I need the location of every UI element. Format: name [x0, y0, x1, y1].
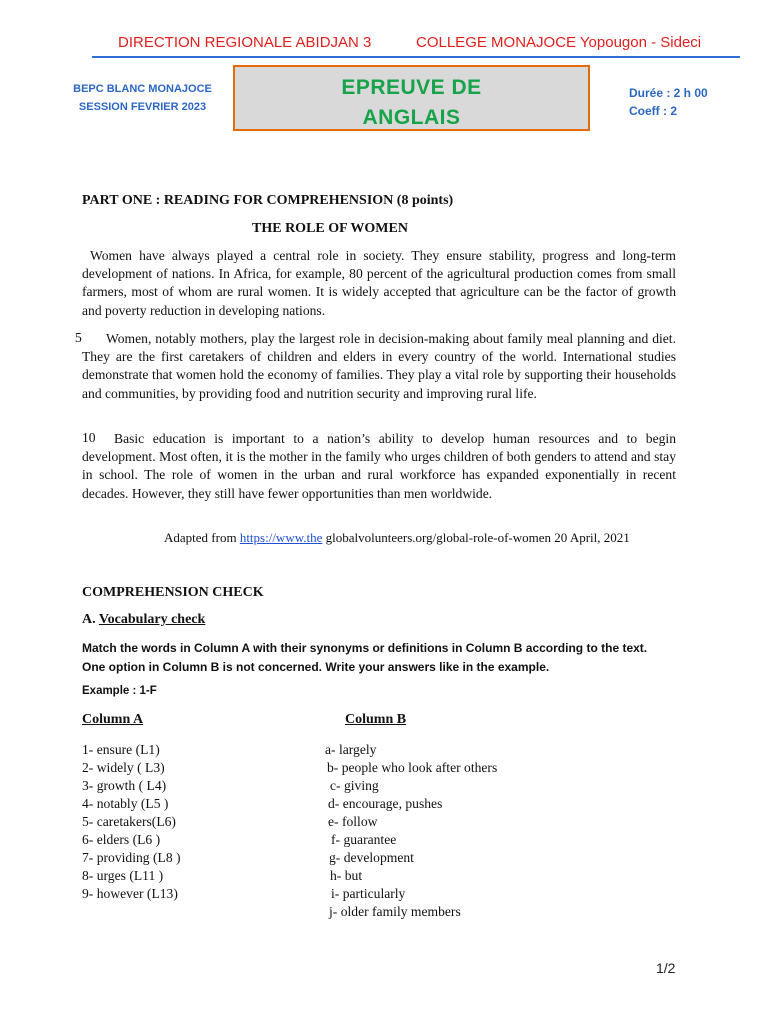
column-b-item: b- people who look after others	[327, 760, 498, 775]
column-b-header: Column B	[345, 712, 407, 727]
column-a-item: 7- providing (L8 )	[82, 850, 181, 865]
page-number: 1/2	[656, 960, 676, 976]
exam-meta-block	[629, 84, 708, 120]
section-letter: A.	[82, 612, 99, 627]
exam-title-line-1: EPREUVE DE	[341, 76, 482, 99]
section-title: Vocabulary check	[98, 612, 206, 627]
source-prefix: Adapted from	[164, 530, 240, 545]
comprehension-heading: COMPREHENSION CHECK	[82, 585, 264, 600]
coeff-label: Coeff : 2	[629, 104, 677, 118]
column-a-item: 8- urges (L11 )	[82, 868, 164, 883]
line-marker-10: 10	[82, 430, 96, 445]
header-divider	[92, 56, 740, 58]
column-a-item: 2- widely ( L3)	[82, 760, 165, 775]
instruction-line-2: One option in Column B is not concerned. Write your answers like in the example.	[82, 659, 550, 674]
header-banner	[118, 34, 738, 51]
part-one-heading: PART ONE : READING FOR COMPREHENSION (8 points)	[82, 193, 454, 208]
column-b-item: d- encourage, pushes	[328, 796, 443, 811]
column-b-item: j- older family members	[329, 904, 461, 919]
source-link[interactable]: https://www.the	[239, 530, 323, 545]
duration-label: Durée : 2 h 00	[629, 86, 708, 100]
source-suffix: globalvolunteers.org/global-role-of-women 20 April, 2021	[322, 530, 630, 545]
direction-label: DIRECTION REGIONALE ABIDJAN 3	[118, 34, 372, 51]
instruction-line-1: Match the words in Column A with their synonyms or definitions in Column B according to the text.	[82, 641, 648, 655]
text-title: THE ROLE OF WOMEN	[252, 221, 408, 236]
column-b-item: f- guarantee	[331, 832, 397, 847]
college-label: COLLEGE MONAJOCE Yopougon - Sideci	[416, 34, 702, 51]
session-line-2: SESSION FEVRIER 2023	[78, 101, 207, 113]
exam-title-box	[233, 65, 590, 131]
exam-title-line-2: ANGLAIS	[362, 106, 461, 129]
column-b-item: e- follow	[328, 814, 378, 829]
paragraph-1: Women have always played a central role in society. They ensure stability, progress and long-term development of nations. In Africa, for example, 80 percent of the agricultural production comes from small farmers, most of whom are rural women. It is widely accepted that agriculture can be the factor of growth and poverty reduction in developing nations.	[82, 248, 676, 318]
instructions	[82, 639, 702, 676]
column-a-item: 6- elders (L6 )	[82, 832, 161, 847]
column-b-item: h- but	[330, 868, 363, 883]
column-a-item: 3- growth ( L4)	[82, 778, 167, 793]
column-b-item: a- largely	[325, 742, 377, 757]
line-marker-5: 5	[75, 330, 82, 345]
paragraph-3: Basic education is important to a nation’s ability to develop human resources and to begin development. Most often, it is the mother in the family who urges children of both genders to attend and stay in school. The role of women in the urban and rural workforce has expanded exponentially in recent decades. However, they still have fewer opportunities than men worldwide.	[82, 431, 676, 501]
session-line-1: BEPC BLANC MONAJOCE	[73, 83, 212, 95]
column-b-item: i- particularly	[331, 886, 406, 901]
column-a-item: 4- notably (L5 )	[82, 796, 169, 811]
source-citation	[164, 530, 630, 546]
column-a-item: 1- ensure (L1)	[82, 742, 160, 757]
column-a-item: 9- however (L13)	[82, 886, 178, 901]
column-a-item: 5- caretakers(L6)	[82, 814, 176, 829]
example-label: Example : 1-F	[82, 685, 157, 697]
paragraph-2: Women, notably mothers, play the largest role in decision-making about family meal planning and diet. They are the first caretakers of children and elders in every country of the world. International studies demonstrate that women hold the economy of families. They play a vital role by supporting their households and communities, by providing food and nutrition security and improving rural life.	[82, 331, 676, 401]
exam-session-block	[60, 80, 225, 116]
vocabulary-heading	[82, 612, 205, 628]
column-b-item: c- giving	[330, 778, 379, 793]
column-b-item: g- development	[329, 850, 414, 865]
column-a-header: Column A	[82, 712, 144, 727]
